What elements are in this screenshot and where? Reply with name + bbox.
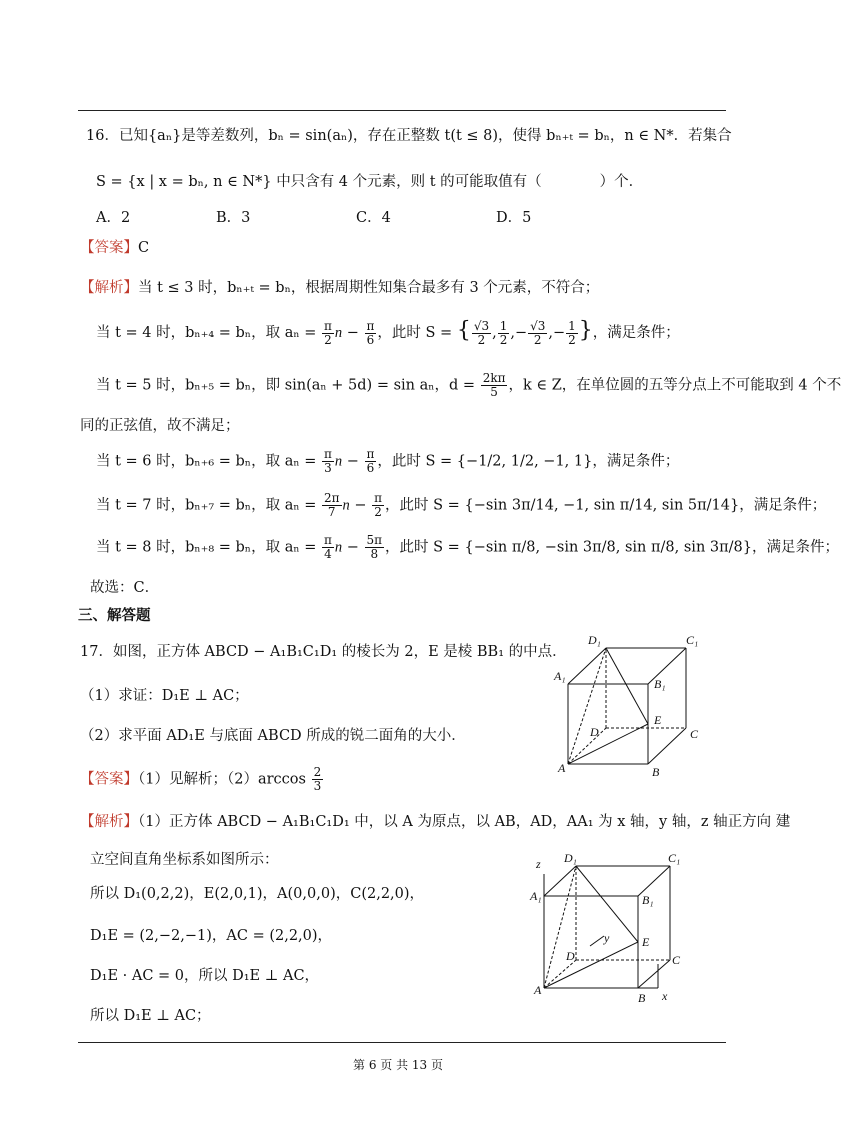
q16-option-a: A．2: [96, 210, 131, 226]
label: D₁: [564, 851, 577, 865]
label: B: [652, 765, 660, 779]
label: A₁: [530, 889, 542, 903]
q17-answer: 【答案】（1）见解析；（2）arccos $\frac{2}{3}$: [80, 765, 322, 793]
axis-label: x: [662, 989, 668, 1003]
label: A₁: [554, 669, 566, 683]
cube-figure-1: [548, 628, 708, 778]
q16-stem-line1: 16．已知{aₙ}是等差数列，bₙ = sin(aₙ)，存在正整数 t(t ≤ 8)，使得 bₙ₊ₜ = bₙ，n ∈ N*．若集合: [86, 128, 732, 144]
label: C: [690, 727, 699, 741]
q17-part1: （1）求证：D₁E ⊥ AC；: [80, 688, 249, 704]
cube-figure-2: [524, 848, 704, 1008]
q17-analysis-line1: 【解析】（1）正方体 ABCD − A₁B₁C₁D₁ 中，以 A 为原点，以 AB，AD，AA₁ 为 x 轴，y 轴，z 轴正方向 建: [80, 814, 791, 830]
q17-stem: 17．如图，正方体 ABCD − A₁B₁C₁D₁ 的棱长为 2，E 是棱 BB₁ 的中点．: [80, 644, 567, 660]
analysis-tag: 【解析】: [80, 280, 138, 296]
answer-value: C: [138, 240, 150, 256]
answer-tag: 【答案】: [80, 240, 138, 256]
label: D: [590, 725, 599, 739]
label: D₁: [588, 633, 601, 647]
q17-part2: （2）求平面 AD₁E 与底面 ABCD 所成的锐二面角的大小．: [80, 728, 466, 744]
label: A: [534, 983, 542, 997]
bottom-rule: [78, 1042, 726, 1043]
section-title: 三、解答题: [78, 607, 151, 624]
label: E: [654, 713, 662, 727]
label: C₁: [668, 851, 681, 865]
q16-case-t6: 当 t = 6 时，bₙ₊₆ = bₙ，取 aₙ = $\frac{\pi}{3}$ n − $\frac{\pi}{6}$ ，此时 S = {−1/2, 1/2, −1, 1}，满足条件；: [96, 447, 680, 475]
q16-case-t5-cont: 同的正弦值，故不满足；: [80, 418, 240, 434]
label: A: [558, 761, 566, 775]
label: E: [642, 935, 650, 949]
q16-case-t8: 当 t = 8 时，bₙ₊₈ = bₙ，取 aₙ = $\frac{\pi}{4}$ n − $\frac{5\pi}{8}$ ，此时 S = {−sin π/8, −sin 3π/8, sin π/8, sin 3π/8}，满足条件；: [96, 533, 839, 561]
label: C₁: [686, 633, 699, 647]
q17-coords: 所以 D₁(0,2,2)，E(2,0,1)，A(0,0,0)，C(2,2,0)，: [90, 886, 425, 902]
q16-option-c: C．4: [356, 210, 391, 226]
q16-case-t5: 当 t = 5 时，bₙ₊₅ = bₙ，即 sin(aₙ + 5d) = sin aₙ，d = $\frac{2k\pi}{5}$ ，k ∈ Z，在单位圆的五等分点上不可能取到 4 个不: [96, 371, 841, 399]
label: B₁: [654, 677, 666, 691]
q16-stem-line2: S = {x | x = bₙ, n ∈ N*} 中只含有 4 个元素，则 t 的可能取值有（ ）个．: [96, 174, 644, 190]
label: B₁: [642, 893, 654, 907]
top-rule: [78, 110, 726, 111]
q17-dot: D₁E · AC = 0，所以 D₁E ⊥ AC，: [90, 968, 320, 984]
q17-final: 所以 D₁E ⊥ AC；: [90, 1008, 211, 1024]
label: D: [566, 949, 575, 963]
q16-answer: [80, 236, 149, 257]
q16-option-d: D．5: [496, 210, 532, 226]
q16-case-t7: 当 t = 7 时，bₙ₊₇ = bₙ，取 aₙ = $\frac{2\pi}{7}$ n − $\frac{\pi}{2}$ ，此时 S = {−sin 3π/14, −1, sin π/14, sin 5π/14}，满足条件；: [96, 491, 827, 519]
axis-label: y: [604, 931, 610, 945]
page-footer: 第 6 页 共 13 页: [353, 1058, 443, 1072]
q17-analysis-line2: 立空间直角坐标系如图所示：: [90, 852, 279, 868]
q16-option-b: B．3: [216, 210, 251, 226]
label: B: [638, 991, 646, 1005]
q17-vectors: D₁E = (2,−2,−1)，AC = (2,2,0)，: [90, 928, 333, 944]
axis-label: z: [536, 857, 541, 871]
q16-analysis-line1: 【解析】当 t ≤ 3 时，bₙ₊ₜ = bₙ，根据周期性知集合最多有 3 个元素，不符合；: [80, 280, 600, 296]
label: C: [672, 953, 681, 967]
q16-conclusion: 故选：C．: [90, 580, 160, 596]
q16-case-t4: 当 t = 4 时，bₙ₊₄ = bₙ，取 aₙ = $\frac{\pi}{2}$ n − $\frac{\pi}{6}$ ，此时 S = { $\frac{√3}{2}$ , $\frac{1}{2}$ ,− $\frac{√3}{2}$ ,− $\frac{1}{2}$ }，满足条件；: [96, 318, 680, 347]
